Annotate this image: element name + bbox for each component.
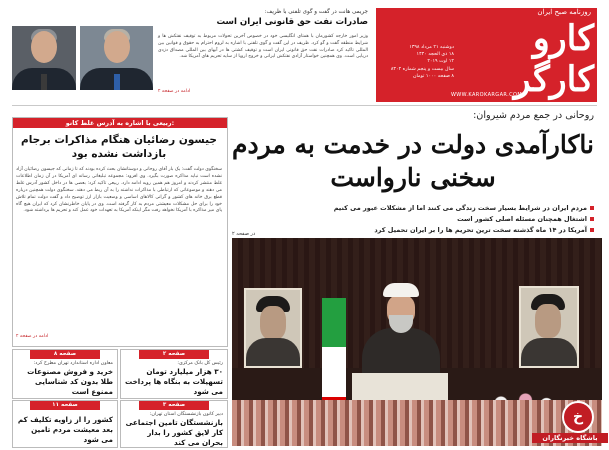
left-story-body: سخنگوی دولت گفت: یک بار آقای روحانی و دوستانشان بحث کرده بودند که تا زمانی که جیسون رضائیان آزاد نشده است نباید مذاکره صورت بگیرد. وی افزود: مجموعه تبلیغاتی رسانه ای آمریکا در آن زمان اطلاعات غلط منتشر کردند و امروز هم همین رویه ادامه دارد. ربیعی تاکید کرد: بعضی ها در داخل کشور آدرس غلط می دهند و موضوعاتی که ارتباطی با مذاکرات نداشته را به آن ربط می دهند. سخنگوی دولت همچنین درباره قطع برق خانه های کشور و گرانی کالاهای اساسی و وضعیت بازار ارز توضیح داد و گفت دولت تمام تلاش خود را برای حل مشکلات معیشتی مردم به کار گرفته است. وی در پایان خاطرنشان کرد که ایران هیچ گاه پای میز مذاکره با آمریکا نخواهد رفت مگر اینکه آمریکا به تعهدات خود عمل کند و تحریم ها برداشته شود. xyxy=(16,167,222,214)
newspaper-logo: کارو کارگر xyxy=(513,18,594,100)
masthead-info-line: ۸ صفحه ۱۰۰۰ تومان xyxy=(412,73,454,79)
bottom-box-2[interactable] xyxy=(12,349,118,399)
main-kicker: روحانی در جمع مردم شیروان: xyxy=(473,110,594,121)
bottom-box-title[interactable]: بازنشستگان تامین اجتماعی کار لایق کشور را بدار بحران می کند xyxy=(125,418,223,447)
teaser-continued-link[interactable]: ادامه در صفحه ۲ xyxy=(158,89,191,94)
teaser-body: وزیر امور خارجه کشورمان با همتای انگلیسی خود در خصوص آخرین تحولات مربوط به توقیف نفتکش ها و شرایط منطقه گفت و گو کرد. ظریف در این گفت و گوی تلفنی با اشاره به لزوم احترام به حقوق و قوانین بین المللی تاکید کرد صادرات نفت حق قانونی ایران است و توقیف کشتی ها در آبهای بین المللی مصداق دزدی دریایی است. وی همچنین خواستار آزادی نفتکش ایرانی و خروج اروپا از سایه تحریم های آمریکا شد. xyxy=(158,34,368,60)
masthead-info-line: سال بیست و پنجم شماره ۸۳۰۲ xyxy=(390,66,454,72)
bottom-box-label: صفحه ۱۱ xyxy=(30,401,100,410)
main-continued-link[interactable]: در صفحه ۲ xyxy=(232,231,256,237)
masthead-info-line: دوشنبه ۲۱ مرداد ۱۳۹۸ xyxy=(409,45,454,50)
teaser-title[interactable]: صادرات نفت حق قانونی ایران است xyxy=(216,17,368,27)
bottom-box-title[interactable]: ۳۰ هزار میلیارد تومان تسهیلات به بنگاه ها پرداخت می شود xyxy=(125,367,223,396)
masthead-info-line: ۱۸ ذی الحجه ۱۴۴۰ xyxy=(416,52,454,58)
left-story-title[interactable]: جیسون رضائیان هنگام مذاکرات برجام بازداشت نشده بود xyxy=(21,134,217,160)
bullet-item: اشتغال همچنان مسئله اصلی کشور است xyxy=(238,214,594,225)
bottom-box-title[interactable]: کشور را از زاویه تکلیف کم بعد معیشت مردم تامین می شود xyxy=(17,415,113,444)
bullet-item: آمریکا در ۱۴ ماه گذشته سخت ترین تحریم ها را بر ایران تحمیل کرد xyxy=(238,225,594,236)
bottom-box-4[interactable] xyxy=(12,400,118,448)
bottom-box-1[interactable] xyxy=(120,349,228,399)
khamenei-portrait xyxy=(519,286,579,368)
bottom-box-kicker: معاون اداره استاندارد تهران مطرح کرد: xyxy=(33,361,113,366)
teaser-kicker: جریمی هانت در گفت و گوی تلفنی با ظریف: xyxy=(264,9,368,15)
bullet-icon xyxy=(590,217,594,221)
hunt-photo xyxy=(80,26,153,90)
bottom-box-label: صفحه ۳ xyxy=(139,401,209,410)
masthead-tagline: روزنامه صبح ایران xyxy=(537,8,591,16)
main-headline[interactable]: ناکارآمدی دولت در خدمت به مردم سخنی نارواست xyxy=(232,130,594,192)
bullet-icon xyxy=(590,206,594,210)
yjc-watermark xyxy=(532,401,608,447)
bottom-box-kicker: رئیس کل بانک مرکزی: xyxy=(177,361,223,366)
divider xyxy=(12,105,597,106)
bottom-box-kicker: دبیر کانون بازنشستگان استان تهران: xyxy=(149,412,223,417)
zarif-photo xyxy=(12,26,76,90)
khomeini-portrait xyxy=(244,288,302,368)
yjc-logo-icon: خ xyxy=(562,401,594,433)
bottom-box-label: صفحه ۸ xyxy=(30,350,100,359)
bottom-box-3[interactable] xyxy=(120,400,228,448)
yjc-watermark-text: باشگاه خبرنگاران xyxy=(532,433,608,443)
bullet-item: مردم ایران در شرایط بسیار سخت زندگی می کنند اما از مشکلات عبور می کنیم xyxy=(238,203,594,214)
masthead-info-line: ۱۲ اوت ۲۰۱۹ xyxy=(427,59,454,65)
bottom-box-title[interactable]: خرید و فروش مصنوعات طلا بدون کد شناسایی ممنوع است xyxy=(27,367,113,396)
masthead-info xyxy=(382,44,454,80)
masthead-url: WWW.KAROKARGAR.COM xyxy=(450,92,523,98)
left-story-label: ربیعی با اشاره به آدرس غلط کانو: xyxy=(13,118,227,128)
bottom-box-label: صفحه ۲ xyxy=(139,350,209,359)
left-story-continued-link[interactable]: ادامه در صفحه ۲ xyxy=(16,334,49,339)
